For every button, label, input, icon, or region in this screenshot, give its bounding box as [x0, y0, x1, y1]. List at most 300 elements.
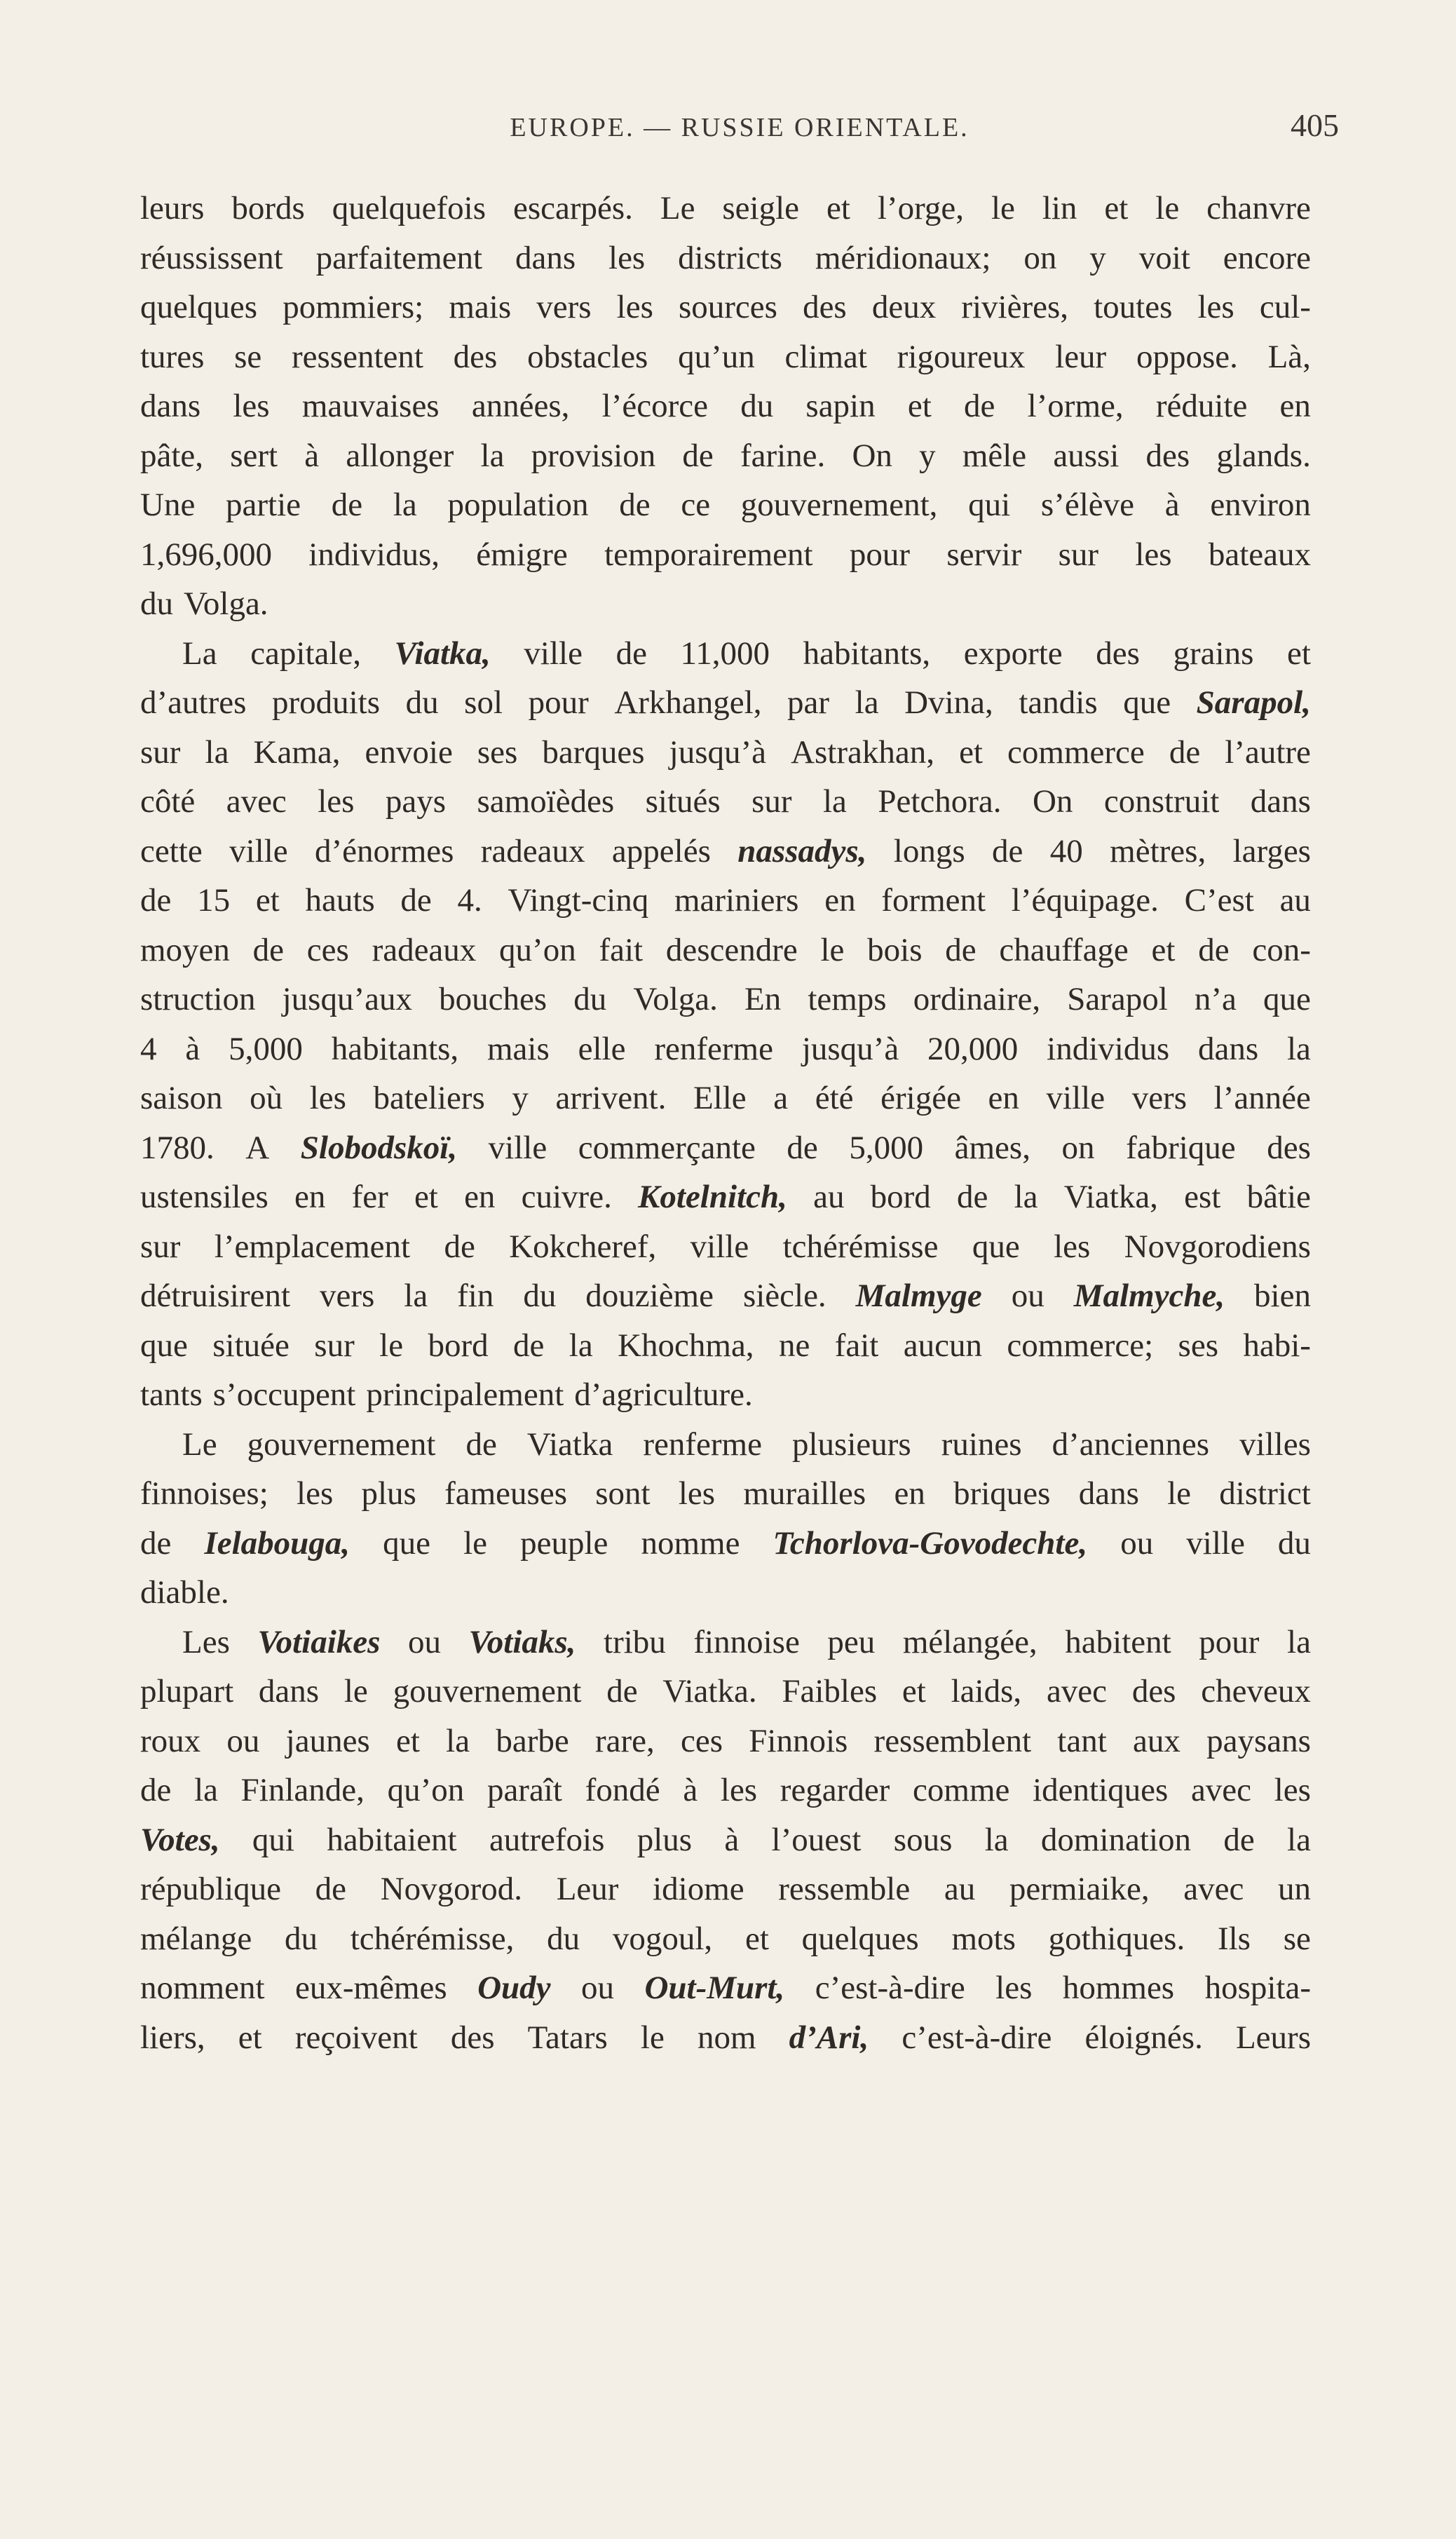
- word: oppose.: [1136, 338, 1238, 375]
- italic-word: Malmyche,: [1073, 1278, 1225, 1314]
- word: que: [140, 1327, 188, 1364]
- word: 11,000: [680, 635, 770, 672]
- word: bâtie: [1246, 1179, 1311, 1215]
- text-line: [140, 1864, 1311, 1914]
- word: barbe: [496, 1722, 569, 1759]
- word: des: [803, 289, 847, 325]
- word: en: [824, 882, 856, 919]
- word: qu’on: [499, 931, 576, 968]
- word: le: [820, 931, 845, 968]
- word: mélange: [140, 1920, 252, 1957]
- word: habitaient: [327, 1821, 457, 1858]
- word: commerce;: [1007, 1327, 1154, 1364]
- word: de: [444, 1228, 475, 1265]
- word: et: [395, 1722, 420, 1759]
- word: la: [823, 783, 847, 820]
- word: pour: [849, 536, 911, 573]
- word: de: [465, 1426, 497, 1463]
- word: jaunes: [285, 1722, 370, 1759]
- word: des: [453, 338, 498, 375]
- word: sur: [314, 1327, 355, 1364]
- word: douzième: [585, 1278, 714, 1314]
- word: et: [1104, 190, 1129, 226]
- word: Finlande,: [240, 1772, 365, 1808]
- word: les: [1054, 1228, 1091, 1265]
- word: C’est: [1184, 882, 1254, 919]
- text-line: [140, 678, 1311, 728]
- word: le: [1167, 1475, 1192, 1512]
- word: habi-: [1243, 1327, 1311, 1364]
- word: samoïèdes: [477, 783, 615, 820]
- word: habitants,: [803, 635, 931, 672]
- word: y: [919, 437, 936, 474]
- word: produits: [271, 684, 381, 721]
- word: tribu: [604, 1623, 666, 1660]
- text-line: [140, 579, 1311, 629]
- text-line: [140, 2013, 1311, 2063]
- word: allonger: [346, 437, 454, 474]
- word: finnoises;: [140, 1475, 268, 1512]
- word: diable.: [140, 1574, 229, 1611]
- word: grains: [1173, 635, 1254, 672]
- word: tchérémisse,: [350, 1920, 515, 1957]
- word: rivières,: [961, 289, 1068, 325]
- word: la: [569, 1327, 593, 1364]
- word: construit: [1103, 783, 1220, 820]
- word: 40: [1049, 832, 1083, 869]
- word: à: [185, 1030, 200, 1067]
- word: méridionaux;: [815, 239, 991, 276]
- word: en: [1279, 388, 1311, 424]
- text-line: [140, 1618, 1311, 1667]
- word: Finnois: [749, 1722, 848, 1759]
- word: république: [140, 1871, 281, 1907]
- word: l’écorce: [601, 388, 708, 424]
- word: cheveux: [1201, 1673, 1311, 1709]
- word: roux: [140, 1722, 201, 1759]
- word: cette: [140, 832, 203, 869]
- word: ces: [306, 931, 349, 968]
- word: Elle: [693, 1080, 747, 1116]
- word: radeaux: [480, 832, 585, 869]
- word: nom: [697, 2019, 756, 2056]
- word: avec: [1190, 1772, 1252, 1808]
- word: s’élève: [1040, 487, 1134, 523]
- word: vers: [1131, 1080, 1187, 1116]
- word: paraît: [487, 1772, 562, 1808]
- word: 1780.: [140, 1129, 215, 1166]
- word: du: [284, 1920, 318, 1957]
- word: se: [234, 338, 262, 375]
- word: regarder: [780, 1772, 890, 1808]
- text-line: [140, 777, 1311, 827]
- word: des: [1267, 1129, 1311, 1166]
- word: bateliers: [373, 1080, 485, 1116]
- word: gothiques.: [1048, 1920, 1185, 1957]
- italic-word: Malmyge: [855, 1278, 982, 1314]
- word: de: [400, 882, 432, 919]
- word: du: [405, 684, 439, 721]
- word: appelés: [611, 832, 711, 869]
- word: finnoise: [693, 1623, 800, 1660]
- word: individus: [1047, 1030, 1170, 1067]
- word: des: [1096, 635, 1140, 672]
- word: ses: [477, 733, 518, 771]
- word: Leur: [556, 1871, 619, 1907]
- word: rigoureux: [897, 338, 1026, 375]
- word: de: [140, 882, 172, 919]
- text-line: [140, 283, 1311, 332]
- word: ou: [1120, 1524, 1154, 1562]
- word: les: [297, 1475, 334, 1512]
- word: dans: [1078, 1475, 1139, 1512]
- word: que: [1263, 981, 1311, 1017]
- word: bouches: [439, 981, 547, 1017]
- word: quelquefois: [332, 190, 487, 226]
- word: ville: [229, 832, 288, 869]
- word: fabrique: [1126, 1129, 1236, 1166]
- word: cul-: [1259, 289, 1311, 325]
- word: du: [547, 1920, 580, 1957]
- word: du: [740, 388, 774, 424]
- word: fondé: [585, 1772, 660, 1808]
- word: longs: [893, 832, 965, 869]
- word: de: [945, 931, 977, 968]
- word: partie: [226, 487, 301, 523]
- word: dans: [1250, 783, 1311, 820]
- word: 4: [140, 1030, 157, 1067]
- word: l’orme,: [1027, 388, 1124, 424]
- word: dans: [1197, 1030, 1259, 1067]
- word: mais: [487, 1030, 550, 1067]
- word: fait: [599, 931, 644, 968]
- word: et: [826, 190, 850, 226]
- text-line: [140, 1568, 1311, 1618]
- text-line: [140, 1271, 1311, 1321]
- word: de: [513, 1327, 545, 1364]
- word: laids,: [951, 1673, 1022, 1709]
- word: ruines: [941, 1426, 1022, 1463]
- word: les: [608, 239, 646, 276]
- word: au: [813, 1179, 845, 1215]
- word: encore: [1223, 239, 1311, 276]
- word: ces: [680, 1722, 723, 1759]
- word: et: [907, 388, 932, 424]
- word: tures: [140, 338, 205, 375]
- word: A: [245, 1129, 270, 1166]
- word: de: [1223, 1821, 1255, 1858]
- word: l’orge,: [877, 190, 964, 226]
- word: sol: [464, 684, 503, 721]
- text-line: [140, 1420, 1311, 1470]
- word: et: [255, 882, 280, 919]
- word: toutes: [1094, 289, 1173, 325]
- word: et: [1151, 931, 1176, 968]
- word: situés: [645, 783, 721, 820]
- italic-word: Votes,: [140, 1821, 220, 1858]
- word: radeaux: [372, 931, 477, 968]
- word: que: [972, 1228, 1020, 1265]
- word: Arkhangel,: [614, 684, 762, 721]
- text-line: [140, 975, 1311, 1024]
- word: ses: [1178, 1327, 1218, 1364]
- word: voit: [1138, 239, 1190, 276]
- word: 5,000: [849, 1129, 924, 1166]
- word: bord: [428, 1327, 489, 1364]
- word: détruisirent: [140, 1278, 291, 1314]
- word: été: [815, 1080, 854, 1116]
- word: a: [773, 1080, 789, 1116]
- word: et: [414, 1179, 438, 1215]
- word: les: [318, 783, 355, 820]
- word: ville: [690, 1228, 749, 1265]
- word: en: [894, 1475, 925, 1512]
- word: peu: [827, 1623, 876, 1660]
- word: renferme: [643, 1426, 762, 1463]
- word: émigre: [476, 536, 568, 573]
- word: le: [463, 1524, 488, 1562]
- text-line: [140, 1667, 1311, 1717]
- word: en: [294, 1179, 326, 1215]
- word: environ: [1210, 487, 1311, 523]
- word: leurs: [140, 190, 205, 226]
- word: hauts: [305, 882, 375, 919]
- word: ville: [1186, 1524, 1245, 1562]
- word: de: [1198, 931, 1230, 968]
- word: se: [1283, 1920, 1311, 1957]
- word: de: [140, 1524, 172, 1562]
- italic-word: Kotelnitch,: [638, 1179, 787, 1215]
- word: la: [1287, 1821, 1311, 1858]
- word: ordinaire,: [913, 981, 1041, 1017]
- italic-word: Votiaks,: [468, 1623, 576, 1660]
- word: sur: [1058, 536, 1099, 573]
- word: Ils: [1217, 1920, 1251, 1957]
- word: vogoul,: [612, 1920, 713, 1957]
- word: les: [720, 1772, 758, 1808]
- word: Novgorodiens: [1124, 1228, 1311, 1265]
- word: lin: [1042, 190, 1077, 226]
- word: Tatars: [527, 2019, 608, 2056]
- word: et: [744, 1920, 769, 1957]
- italic-word: Slobodskoï,: [300, 1129, 458, 1166]
- word: identiques: [1033, 1772, 1169, 1808]
- word: larges: [1232, 832, 1311, 869]
- word: la: [194, 1772, 218, 1808]
- word: ville: [524, 635, 583, 672]
- word: moyen: [140, 931, 230, 968]
- text-line: [140, 926, 1311, 975]
- word: sur: [140, 733, 181, 771]
- word: chauffage: [999, 931, 1129, 968]
- word: y: [512, 1080, 529, 1116]
- word: ce: [681, 487, 711, 523]
- word: capitale,: [250, 635, 362, 672]
- word: population: [447, 487, 589, 523]
- word: par: [787, 684, 830, 721]
- word: hommes: [1062, 1970, 1175, 2006]
- word: située: [212, 1327, 290, 1364]
- word: on: [1061, 1129, 1095, 1166]
- word: de: [252, 931, 285, 968]
- word: Le: [182, 1426, 217, 1463]
- text-line: [140, 1717, 1311, 1766]
- text-line: [140, 1222, 1311, 1272]
- word: l’année: [1213, 1080, 1311, 1116]
- word: de: [992, 832, 1023, 869]
- word: les: [678, 1475, 716, 1512]
- word: c’est-à-dire: [815, 1970, 965, 2006]
- word: et: [238, 2019, 262, 2056]
- word: mais: [449, 289, 512, 325]
- word: En: [744, 981, 782, 1017]
- word: ressemblent: [873, 1722, 1032, 1759]
- word: sapin: [805, 388, 876, 424]
- word: n’a: [1194, 981, 1237, 1017]
- word: gouvernement: [393, 1673, 582, 1709]
- word: mêle: [962, 437, 1027, 474]
- word: Viatka,: [1063, 1179, 1158, 1215]
- word: les: [1197, 289, 1234, 325]
- word: où: [250, 1080, 283, 1116]
- text-line: [140, 1074, 1311, 1123]
- word: et: [902, 1673, 926, 1709]
- word: district: [1219, 1475, 1311, 1512]
- text-line: [140, 1766, 1311, 1815]
- word: dans: [140, 388, 201, 424]
- word: au: [944, 1871, 976, 1907]
- word: dans: [515, 239, 576, 276]
- word: de: [615, 635, 647, 672]
- word: forment: [881, 882, 986, 919]
- word: et: [959, 733, 983, 771]
- word: Leurs: [1235, 2019, 1311, 2056]
- word: d’autres: [140, 684, 247, 721]
- word: fin: [457, 1278, 494, 1314]
- word: d’agriculture.: [574, 1376, 753, 1413]
- word: jusqu’aux: [282, 981, 412, 1017]
- word: à: [683, 1772, 698, 1808]
- word: années,: [471, 388, 570, 424]
- word: avec: [1183, 1871, 1244, 1907]
- word: aucun: [903, 1327, 982, 1364]
- word: liers,: [140, 2019, 205, 2056]
- word: Novgorod.: [380, 1871, 523, 1907]
- word: quelques: [140, 289, 258, 325]
- word: barques: [542, 733, 645, 771]
- word: érigée: [880, 1080, 961, 1116]
- word: tandis: [1019, 684, 1098, 721]
- word: et: [1287, 635, 1311, 672]
- text-line: [140, 332, 1311, 382]
- italic-word: d’Ari,: [789, 2019, 869, 2056]
- word: au: [1279, 882, 1311, 919]
- italic-word: Ielabouga,: [204, 1524, 351, 1562]
- text-line: [140, 431, 1311, 481]
- word: de: [682, 437, 714, 474]
- word: ou: [1011, 1278, 1045, 1314]
- text-line: [140, 480, 1311, 530]
- word: exporte: [963, 635, 1063, 672]
- word: nomment: [140, 1970, 265, 2006]
- word: 20,000: [927, 1030, 1019, 1067]
- word: bord: [870, 1179, 931, 1215]
- word: sous: [893, 1821, 953, 1858]
- word: éloignés.: [1084, 2019, 1203, 2056]
- word: con-: [1252, 931, 1311, 968]
- word: obstacles: [527, 338, 648, 375]
- word: vers: [536, 289, 592, 325]
- word: l’ouest: [771, 1821, 862, 1858]
- word: envoie: [365, 733, 453, 771]
- word: sources: [678, 289, 777, 325]
- word: avec: [1046, 1673, 1108, 1709]
- word: de: [315, 1871, 347, 1907]
- word: avec: [226, 783, 287, 820]
- word: cuivre.: [521, 1179, 612, 1215]
- text-line: [140, 1123, 1311, 1173]
- text-line: [140, 381, 1311, 431]
- word: la: [480, 437, 505, 474]
- word: la: [1287, 1623, 1311, 1660]
- italic-word: Out-Murt,: [644, 1970, 785, 2006]
- word: 5,000: [229, 1030, 303, 1067]
- word: Kokcheref,: [509, 1228, 657, 1265]
- word: la: [984, 1821, 1009, 1858]
- word: de: [963, 388, 995, 424]
- word: du: [1277, 1524, 1311, 1562]
- word: quelques: [801, 1920, 919, 1957]
- word: Le: [660, 190, 695, 226]
- word: dans: [258, 1673, 320, 1709]
- word: un: [1277, 1871, 1311, 1907]
- italic-word: nassadys,: [737, 832, 867, 869]
- word: renferme: [654, 1030, 773, 1067]
- text-line: [140, 1469, 1311, 1519]
- word: de: [619, 487, 651, 523]
- word: idiome: [653, 1871, 744, 1907]
- word: les: [616, 289, 653, 325]
- word: struction: [140, 981, 256, 1017]
- word: climat: [784, 338, 867, 375]
- word: le: [343, 1673, 368, 1709]
- word: de: [787, 1129, 818, 1166]
- word: les: [309, 1080, 346, 1116]
- word: les: [1274, 1772, 1311, 1808]
- word: du: [573, 981, 607, 1017]
- word: siècle.: [742, 1278, 826, 1314]
- word: la: [205, 733, 229, 771]
- word: temporairement: [604, 536, 813, 573]
- word: s’occupent: [212, 1376, 356, 1413]
- word: de: [1169, 733, 1201, 771]
- page-number: 405: [1291, 107, 1339, 143]
- italic-word: Sarapol,: [1196, 684, 1311, 721]
- word: réussissent: [140, 239, 283, 276]
- word: Viatka.: [662, 1673, 757, 1709]
- word: gouvernement: [247, 1426, 436, 1463]
- text-line: [140, 629, 1311, 679]
- word: parfaitement: [315, 239, 483, 276]
- word: commerçante: [578, 1129, 756, 1166]
- word: fait: [834, 1327, 879, 1364]
- word: fer: [351, 1179, 388, 1215]
- word: escarpés.: [512, 190, 633, 226]
- word: le: [1155, 190, 1180, 226]
- word: Volga.: [184, 585, 268, 622]
- word: Petchora.: [878, 783, 1002, 820]
- word: mélangée,: [902, 1623, 1037, 1660]
